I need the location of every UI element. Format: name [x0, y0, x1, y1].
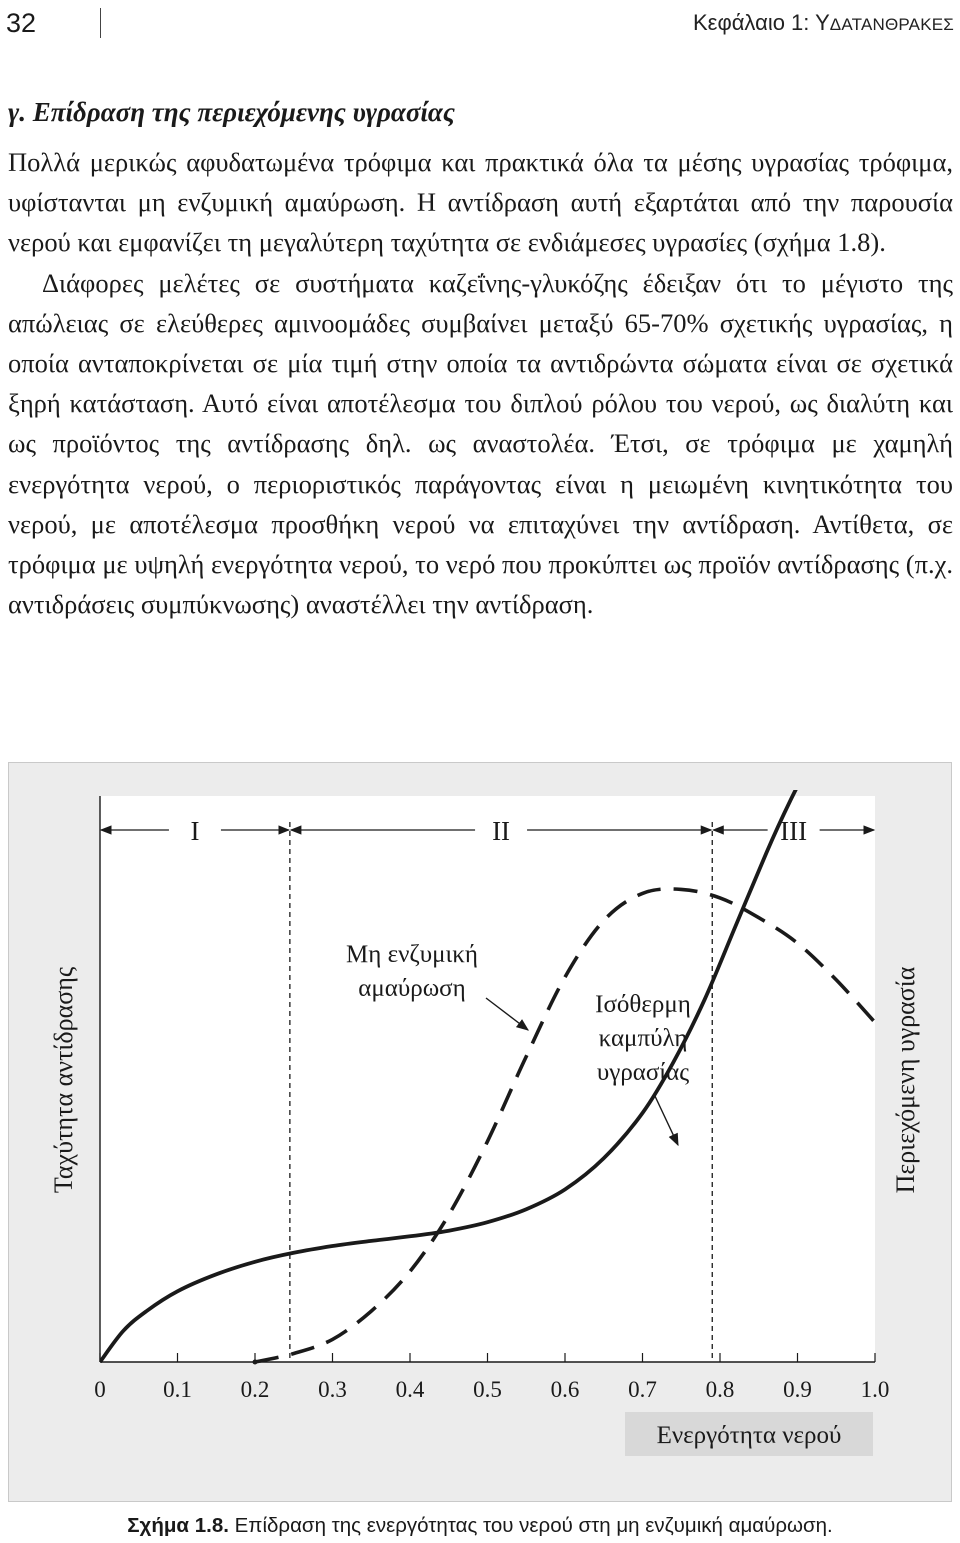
x-tick-label: 0.2	[240, 1377, 270, 1402]
y-axis-label-left: Ταχύτητα αντίδρασης	[49, 966, 78, 1194]
annotation-line: αμαύρωση	[358, 975, 466, 1002]
annotation-line: Ισόθερμη	[595, 991, 691, 1018]
section-heading: γ. Επίδραση της περιεχόμενης υγρασίας	[8, 97, 455, 127]
chapter-title-prefix: Κεφάλαιο 1: Υ	[692, 10, 830, 35]
page-number: 32	[6, 8, 37, 38]
water-activity-chart	[8, 762, 952, 1502]
series-start-dot	[253, 1360, 258, 1365]
x-tick-label: 0.5	[473, 1377, 502, 1402]
x-tick-label: 1.0	[860, 1377, 890, 1402]
zone-label: I	[190, 816, 200, 846]
paragraph: Πολλά μερικώς αφυδατωμένα τρόφιμα και πρακτικά όλα τα μέσης υγρασίας τρόφιμα, υφίστανται μη ενζυμική αμαύρωση. Η αντίδραση αυτή εξαρτάται από την παρουσία νερού και εμφανίζει τη μεγαλύτερη ταχύτητα σε ενδιάμεσες υγρασίες (σχήμα 1.8).	[8, 147, 953, 258]
x-tick-label: 0.3	[318, 1377, 347, 1402]
x-tick-label: 0.9	[783, 1377, 812, 1402]
figure-caption	[0, 1512, 960, 1540]
x-axis-label: Ενεργότητα νερού	[656, 1422, 842, 1449]
y-axis-label-right: Περιεχόμενη υγρασία	[891, 966, 920, 1194]
chapter-title-smallcaps: ΔΑΤΑΝΘΡΑΚΕΣ	[829, 15, 954, 34]
annotation-line: Μη ενζυμική	[346, 941, 478, 968]
body-text	[8, 142, 953, 624]
header-divider	[100, 8, 101, 38]
x-tick-label: 0.7	[628, 1377, 657, 1402]
zone-label: II	[492, 816, 511, 846]
paragraph: Διάφορες μελέτες σε συστήματα καζεΐνης-γλυκόζης έδειξαν ότι το μέγιστο της απώλειας σε ελεύθερες αμινοομάδες συμβαίνει μεταξύ 65-70% σχετικής υγρασίας, η οποία ανταποκρίνεται σε μία τιμή στην οποία τα αντιδρώντα σώματα είναι σε σχετικά ξηρή κατάσταση. Αυτό είναι αποτέλεσμα του διπλού ρόλου του νερού, ως διαλύτη και ως προϊόντος της αντίδρασης δηλ. ως αναστολέα. Έτσι, σε τρόφιμα με χαμηλή ενεργότητα νερού, ο περιοριστικός παράγοντας είναι η μειωμένη κινητικότητα του νερού, με αποτέλεσμα προσθήκη νερού να επιταχύνει την αντίδραση. Αντίθετα, σε τρόφιμα με υψηλή ενεργότητα νερού, το νερό που προκύπτει ως προϊόν αντίδρασης (π.χ. αντιδράσεις συμπύκνωσης) αναστέλλει την αντίδραση.	[8, 267, 953, 620]
chapter-title	[693, 2, 954, 44]
annotation-line: καμπύλη	[598, 1025, 688, 1052]
zone-label: III	[780, 816, 808, 846]
x-tick-label: 0.6	[550, 1377, 580, 1402]
annotation-line: υγρασίας	[596, 1059, 690, 1086]
caption-text: Επίδραση της ενεργότητας του νερού στη μη ενζυμική αμαύρωση.	[234, 1514, 833, 1537]
x-tick-label: 0.1	[163, 1377, 192, 1402]
plot-area	[100, 796, 875, 1362]
caption-label: Σχήμα 1.8.	[127, 1514, 229, 1537]
annotation-isotherm	[595, 991, 691, 1086]
x-tick-label: 0.8	[705, 1377, 735, 1402]
x-tick-label: 0	[94, 1377, 106, 1402]
x-tick-label: 0.4	[395, 1377, 425, 1402]
